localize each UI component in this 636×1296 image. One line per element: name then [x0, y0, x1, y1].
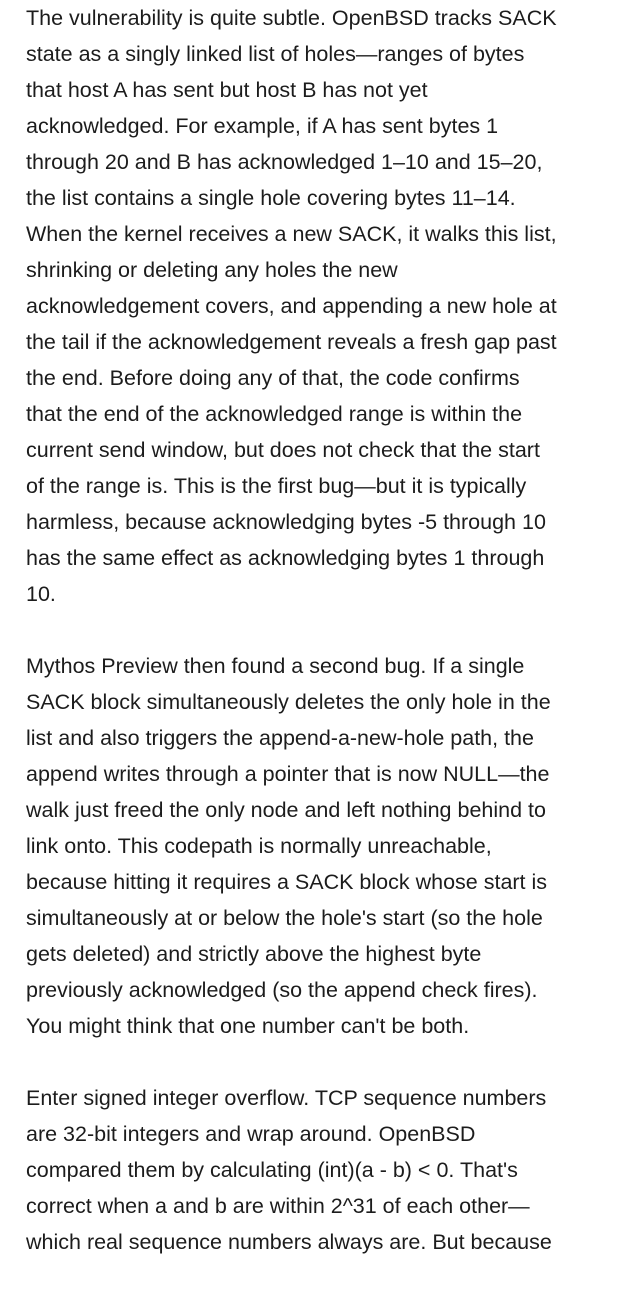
- text-line: SACK block simultaneously deletes the only hole in the: [26, 690, 551, 714]
- text-line: previously acknowledged (so the append check fires).: [26, 978, 538, 1002]
- text-line: harmless, because acknowledging bytes -5 through 10: [26, 510, 546, 534]
- text-line: Mythos Preview then found a second bug. If a single: [26, 654, 525, 678]
- text-line: You might think that one number can't be both.: [26, 1014, 470, 1038]
- text-line: state as a singly linked list of holes—ranges of bytes: [26, 42, 525, 66]
- text-line: the list contains a single hole covering bytes 11–14.: [26, 186, 516, 210]
- text-line: that the end of the acknowledged range is within the: [26, 402, 523, 426]
- text-line: gets deleted) and strictly above the highest byte: [26, 942, 482, 966]
- text-line: the end. Before doing any of that, the code confirms: [26, 366, 520, 390]
- paragraph-3: [26, 1080, 626, 1260]
- text-line: link onto. This codepath is normally unreachable,: [26, 834, 492, 858]
- text-line: simultaneously at or below the hole's start (so the hole: [26, 906, 543, 930]
- text-line: acknowledgement covers, and appending a new hole at: [26, 294, 557, 318]
- text-line: has the same effect as acknowledging bytes 1 through: [26, 546, 545, 570]
- text-line: The vulnerability is quite subtle. OpenBSD tracks SACK: [26, 6, 557, 30]
- paragraph-2: [26, 648, 626, 1044]
- text-line: because hitting it requires a SACK block whose start is: [26, 870, 548, 894]
- text-line: walk just freed the only node and left nothing behind to: [26, 798, 546, 822]
- text-line: that host A has sent but host B has not yet: [26, 78, 428, 102]
- text-line: 10.: [26, 582, 56, 606]
- text-line: acknowledged. For example, if A has sent bytes 1: [26, 114, 499, 138]
- text-line: shrinking or deleting any holes the new: [26, 258, 398, 282]
- text-line: through 20 and B has acknowledged 1–10 and 15–20,: [26, 150, 543, 174]
- text-line: compared them by calculating (int)(a - b) < 0. That's: [26, 1158, 518, 1182]
- text-line: correct when a and b are within 2^31 of each other—: [26, 1194, 530, 1218]
- text-line: list and also triggers the append-a-new-hole path, the: [26, 726, 534, 750]
- text-line: When the kernel receives a new SACK, it walks this list,: [26, 222, 557, 246]
- text-line: the tail if the acknowledgement reveals a fresh gap past: [26, 330, 557, 354]
- text-line: which real sequence numbers always are. But because: [26, 1230, 552, 1254]
- article-body: [26, 0, 626, 1296]
- text-line: append writes through a pointer that is now NULL—the: [26, 762, 550, 786]
- paragraph-1: [26, 0, 626, 612]
- text-line: are 32-bit integers and wrap around. OpenBSD: [26, 1122, 476, 1146]
- text-line: current send window, but does not check that the start: [26, 438, 540, 462]
- text-line: of the range is. This is the first bug—but it is typically: [26, 474, 527, 498]
- text-line: Enter signed integer overflow. TCP sequence numbers: [26, 1086, 547, 1110]
